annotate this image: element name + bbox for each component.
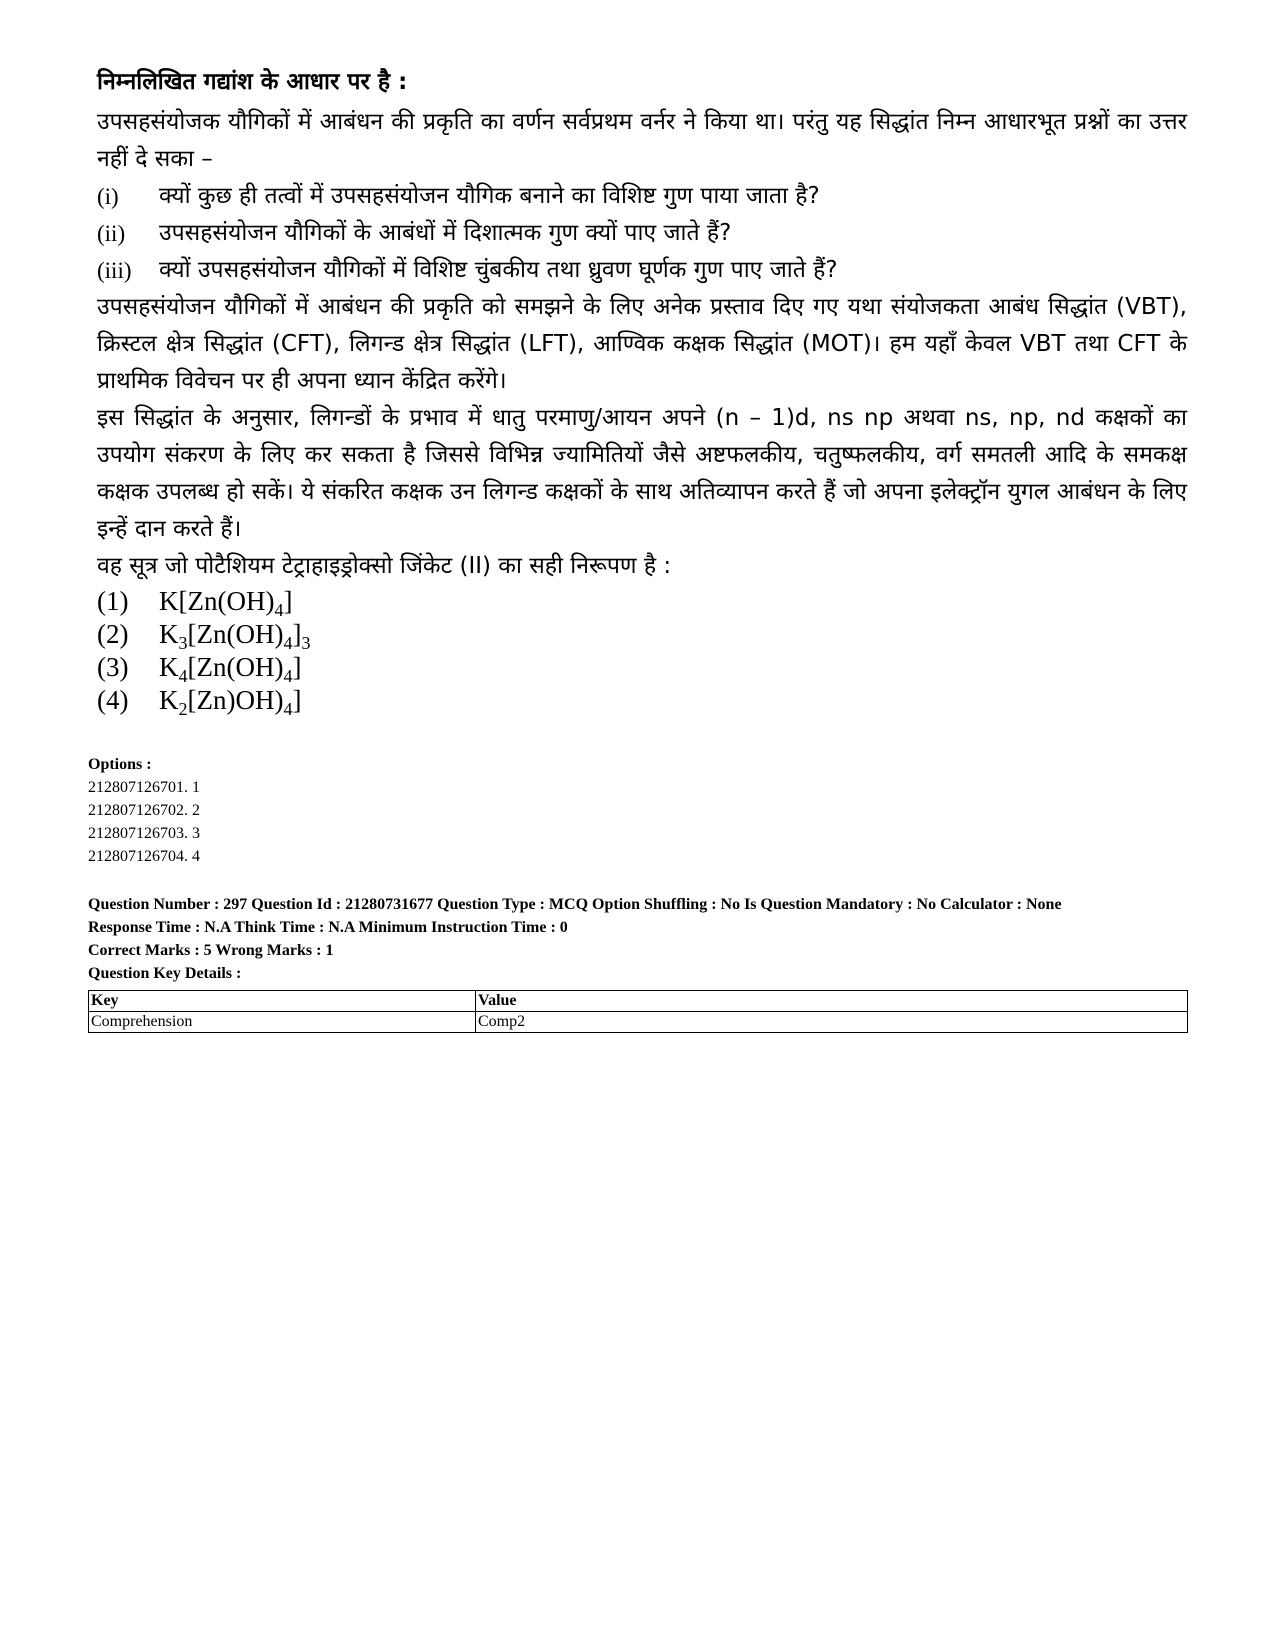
option-id-item: 212807126701. 1 xyxy=(88,779,200,796)
sub-question xyxy=(97,178,1187,215)
answer-choice-number: (4) xyxy=(97,685,129,715)
question-info-line: Question Number : 297 Question Id : 21280731677 Question Type : MCQ Option Shuffling : No Is Question Mandatory : No Calculator : None xyxy=(88,896,1062,913)
answer-choice xyxy=(97,585,1187,618)
table-cell-value: Comp2 xyxy=(476,1012,1188,1033)
sub-question xyxy=(97,252,1187,289)
table-row xyxy=(89,1012,1188,1033)
answer-choice-number: (2) xyxy=(97,619,129,649)
passage-intro: उपसहसंयोजक यौगिकों में आबंधन की प्रकृति का वर्णन सर्वप्रथम वर्नर ने किया था। परंतु यह सिद्धांत निम्न आधारभूत प्रश्नों का उत्तर नहीं दे सका – xyxy=(97,109,1187,172)
answer-formula: $K_3[Zn(OH)_4]_3$ xyxy=(159,619,311,653)
question-key-details-label: Question Key Details : xyxy=(88,965,242,982)
passage-paragraph-theories: उपसहसंयोजन यौगिकों में आबंधन की प्रकृति को समझने के लिए अनेक प्रस्ताव दिए गए यथा संयोजकता आबंध सिद्धांत (VBT), क्रिस्टल क्षेत्र सिद्धांत (CFT), लिगन्ड क्षेत्र सिद्धांत (LFT), आण्विक कक्षक सिद्धांत (MOT)। हम यहाँ केवल VBT तथा CFT के प्राथमिक विवेचन पर ही अपना ध्यान केंद्रित करेंगे। xyxy=(97,294,1187,394)
answer-choice xyxy=(97,651,1187,684)
options-label: Options : xyxy=(88,756,152,773)
answer-formula: $K_4[Zn(OH)_4]$ xyxy=(159,652,302,686)
answer-choice-number: (1) xyxy=(97,586,129,616)
answer-choice xyxy=(97,618,1187,651)
table-header-key: Key xyxy=(89,991,476,1012)
option-id-item: 212807126703. 3 xyxy=(88,825,200,842)
answer-formula: $K_2[Zn)OH)_4$] xyxy=(159,685,302,719)
answer-choice-number: (3) xyxy=(97,652,129,682)
option-id-item: 212807126704. 4 xyxy=(88,848,200,865)
question-info xyxy=(88,893,1188,985)
question-key-table xyxy=(88,990,1188,1033)
sub-question xyxy=(97,215,1187,252)
sub-question-number: (i) xyxy=(97,184,119,209)
comprehension-passage xyxy=(97,64,1187,717)
answer-formula: $K[Zn(OH)_4]$ xyxy=(159,586,293,620)
passage-paragraph-vbt: इस सिद्धांत के अनुसार, लिगन्डों के प्रभाव में धातु परमाणु/आयन अपने (n – 1)d, ns np अथवा ns, np, nd कक्षकों का उपयोग संकरण के लिए कर सकता है जिससे विभिन्न ज्यामितियों जैसे अष्टफलकीय, चतुष्फलकीय, वर्ग समतली आदि के समकक्ष कक्षक उपलब्ध हो सकें। ये संकरित कक्षक उन लिगन्ड कक्षकों के साथ अतिव्यापन करते हैं जो अपना इलेक्ट्रॉन युगल आबंधन के लिए इन्हें दान करते हैं। xyxy=(97,405,1187,542)
sub-question-number: (iii) xyxy=(97,258,132,283)
sub-question-text: क्यों कुछ ही तत्वों में उपसहसंयोजन यौगिक बनाने का विशिष्ट गुण पाया जाता है? xyxy=(159,183,820,209)
table-header-row xyxy=(89,991,1188,1012)
answer-choice xyxy=(97,684,1187,717)
sub-question-number: (ii) xyxy=(97,221,126,246)
question-marks: Correct Marks : 5 Wrong Marks : 1 xyxy=(88,942,334,959)
passage-heading: निम्नलिखित गद्यांश के आधार पर है : xyxy=(97,69,408,95)
sub-question-text: क्यों उपसहसंयोजन यौगिकों में विशिष्ट चुंबकीय तथा ध्रुवण घूर्णक गुण पाए जाते हैं? xyxy=(159,257,838,283)
table-header-value: Value xyxy=(476,991,1188,1012)
option-id-item: 212807126702. 2 xyxy=(88,802,200,819)
answer-choices xyxy=(97,585,1187,717)
options-block xyxy=(88,753,1188,868)
question-stem: वह सूत्र जो पोटैशियम टेट्राहाइड्रोक्सो जिंकेट (II) का सही निरूपण है : xyxy=(97,553,672,579)
question-timing-line: Response Time : N.A Think Time : N.A Minimum Instruction Time : 0 xyxy=(88,919,568,936)
sub-question-text: उपसहसंयोजन यौगिकों के आबंधों में दिशात्मक गुण क्यों पाए जाते हैं? xyxy=(159,220,732,246)
table-cell-key: Comprehension xyxy=(89,1012,476,1033)
